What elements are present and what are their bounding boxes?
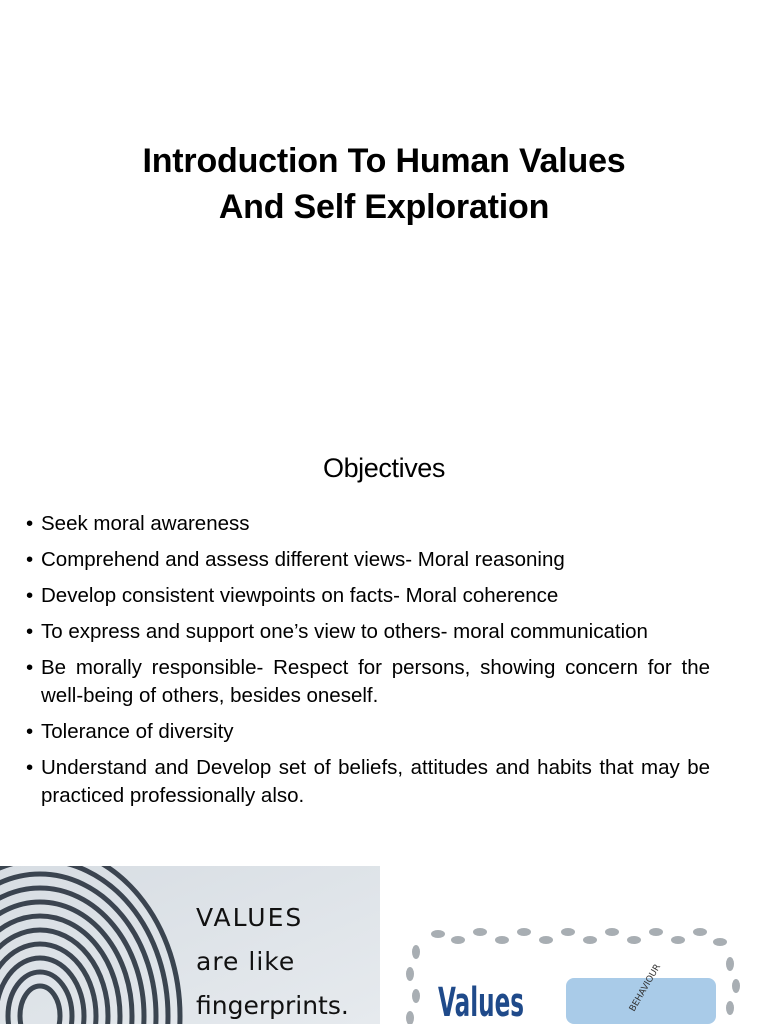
fingerprint-text-1: VALUES	[196, 903, 304, 932]
bullet-icon: •	[26, 512, 34, 535]
bullet-icon: •	[26, 620, 34, 643]
bullet-icon: •	[26, 656, 34, 679]
bullet-icon: •	[26, 720, 34, 743]
fingerprint-icon	[0, 866, 380, 1024]
fingerprint-picture	[0, 866, 380, 1024]
title-line-2: And Self Exploration	[218, 188, 550, 226]
list-item-text: Understand and Develop set of beliefs, attitudes and habits that may be practiced professionally also.	[41, 756, 710, 807]
list-item-text: Seek moral awareness	[41, 512, 250, 535]
behaviour-badge-text: BEHAVIOUR	[627, 962, 664, 1014]
title-line-1: Introduction To Human Values	[142, 142, 626, 180]
list-item	[26, 510, 710, 538]
list-item-text: Be morally responsible- Respect for persons, showing concern for the well-being of others, besides oneself.	[41, 656, 710, 707]
footprints-border-icon	[398, 918, 740, 1024]
list-item-text: Comprehend and assess different views- Moral reasoning	[41, 548, 565, 571]
list-item	[26, 546, 710, 574]
list-item-text: Develop consistent viewpoints on facts- Moral coherence	[41, 584, 559, 607]
list-item-text: To express and support one’s view to others- moral communication	[41, 620, 648, 643]
bullet-icon: •	[26, 548, 34, 571]
bullet-icon: •	[26, 584, 34, 607]
fingerprint-text-2: are like	[196, 947, 296, 976]
bullet-icon: •	[26, 756, 34, 779]
values-picture	[398, 918, 740, 1024]
objectives-list	[26, 510, 710, 818]
list-item-text: Tolerance of diversity	[41, 720, 234, 743]
slide-title	[0, 138, 768, 230]
objectives-heading: Objectives	[322, 453, 446, 483]
list-item	[26, 618, 710, 646]
list-item	[26, 718, 710, 746]
fingerprint-text-3: fingerprints.	[196, 991, 349, 1020]
list-item	[26, 754, 710, 810]
list-item	[26, 654, 710, 710]
list-item	[26, 582, 710, 610]
values-word: Values	[438, 980, 524, 1024]
